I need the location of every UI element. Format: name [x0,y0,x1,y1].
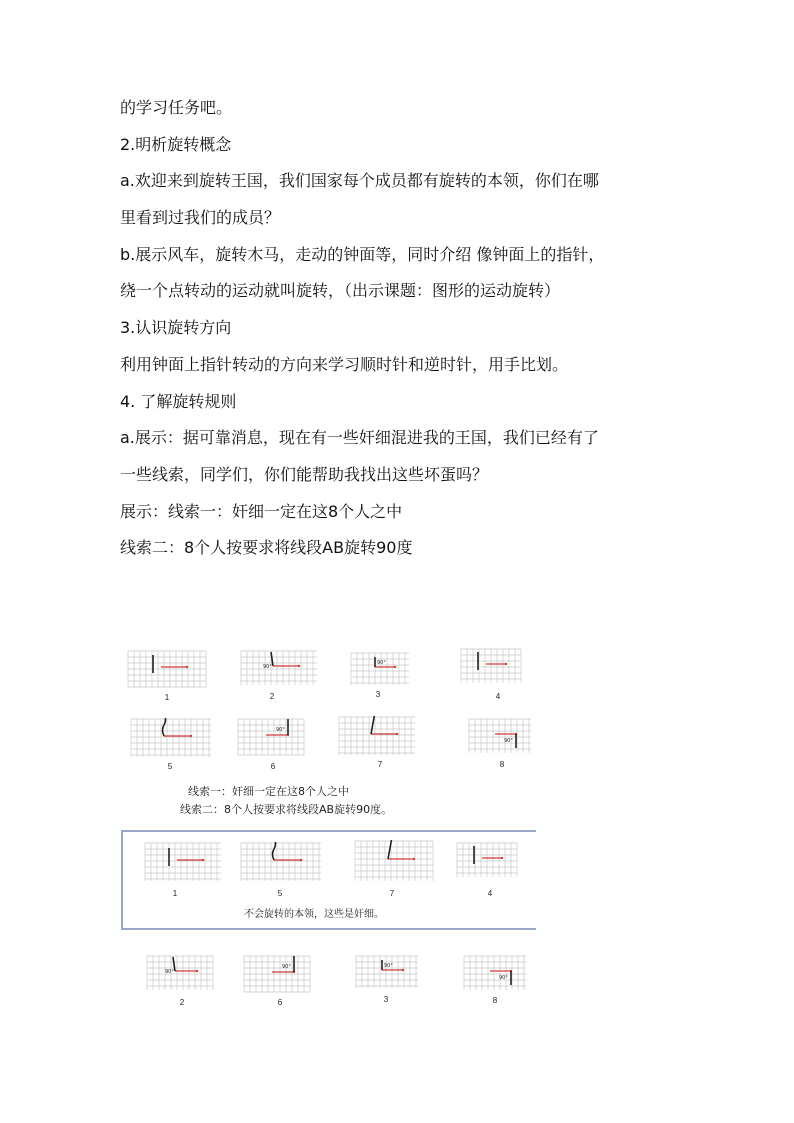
angle-mark: 90° [377,660,386,666]
grid-lines [147,956,213,990]
angle-mark: 90° [276,727,285,733]
point-b [501,857,503,859]
point-b [190,735,192,737]
grid-lines [464,956,526,990]
grid-label: 4 [495,692,501,701]
grid-lines [145,843,221,881]
text-line: 绕一个点转动的运动就叫旋转，（出示课题：图形的运动旋转） [120,281,561,301]
grid-label: 2 [179,998,185,1007]
angle-mark: 90° [263,664,272,670]
point-b [505,663,507,665]
grid-diagram-boxed-7 [354,840,434,882]
grid-diagram-5 [130,718,212,758]
angle-mark: 90° [499,975,508,981]
grid-diagram-bottom-3 [355,955,419,989]
box-caption: 不会旋转的本领，这些是奸细。 [244,909,384,920]
grid-diagram-7 [338,716,416,756]
grid-lines [339,717,415,755]
grid-lines [461,649,521,683]
grid-diagram-1 [127,650,207,688]
grid-label: 2 [269,692,275,701]
text-line: a.欢迎来到旋转王国，我们国家每个成员都有旋转的本领，你们在哪 [120,171,599,191]
grid-diagram-3 [350,652,410,686]
rotated-segment [163,718,166,736]
angle-mark: 90° [504,738,513,744]
point-b [396,733,398,735]
lesson-text [120,98,690,575]
grid-lines [351,653,409,685]
grid-lines [355,841,433,881]
grid-label: 5 [167,762,173,771]
grid-label: 7 [377,760,383,769]
angle-mark: 90° [165,969,174,975]
rotated-segment [388,840,392,859]
point-b [196,970,198,972]
point-b [300,859,302,861]
grid-label: 1 [172,889,178,898]
grid-diagram-6 [237,718,305,756]
point-b [186,666,188,668]
grid-label: 3 [383,995,389,1004]
angle-mark: 90° [384,963,393,969]
grid-label: 3 [375,690,381,699]
rotated-segment [273,842,276,860]
grid-diagram-bottom-8 [463,955,527,991]
point-b [202,859,204,861]
grid-lines [457,843,517,877]
grid-label: 1 [164,693,170,702]
figure-caption-2: 线索二：8个人按要求将线段AB旋转90度。 [180,803,393,816]
grid-lines [241,651,317,685]
section-heading: 3.认识旋转方向 [120,318,232,338]
point-b [402,969,404,971]
text-line: 里看到过我们的成员？ [120,208,281,228]
grid-diagram-boxed-1 [144,842,222,882]
point-b [394,666,396,668]
grid-lines [128,651,206,687]
text-line: 展示：线索一：奸细一定在这8个人之中 [120,501,403,521]
grid-label: 6 [277,998,283,1007]
grid-lines [238,719,304,755]
section-heading: 4. 了解旋转规则 [120,391,237,411]
grid-diagram-boxed-5 [240,842,322,882]
grid-label: 6 [270,762,276,771]
grid-diagram-8 [468,718,532,754]
grid-lines [244,956,310,992]
text-line: 一些线索，同学们，你们能帮助我找出这些坏蛋吗？ [120,464,489,484]
text-line: 的学习任务吧。 [120,98,233,117]
grid-diagram-2 [240,650,318,686]
grid-label: 5 [277,889,283,898]
grid-label: 8 [499,760,505,769]
grid-diagram-boxed-4 [456,842,518,878]
grid-lines [131,719,211,757]
point-b [413,858,415,860]
grid-lines [241,843,321,881]
grid-diagram-bottom-2 [146,955,214,991]
point-b [298,665,300,667]
text-line: 线索二：8个人按要求将线段AB旋转90度 [120,538,413,558]
grid-label: 4 [487,889,493,898]
rotated-segment [371,716,375,734]
grid-diagram-4 [460,648,522,684]
grid-lines [469,719,531,753]
section-heading: 2.明析旋转概念 [120,134,232,154]
grid-lines [356,956,418,988]
text-line: a.展示：据可靠消息，现在有一些奸细混进我的王国，我们已经有了 [120,428,599,448]
grid-label: 7 [389,889,395,898]
text-line: 利用钟面上指针转动的方向来学习顺时针和逆时针，用手比划。 [120,354,569,374]
grid-label: 8 [492,996,498,1005]
figure-caption-1: 线索一：奸细一定在这8个人之中 [188,785,349,798]
angle-mark: 90° [282,964,291,970]
text-line: b.展示风车，旋转木马，走动的钟面等，同时介绍 像钟面上的指针， [120,244,605,264]
grid-diagram-bottom-6 [243,955,311,993]
